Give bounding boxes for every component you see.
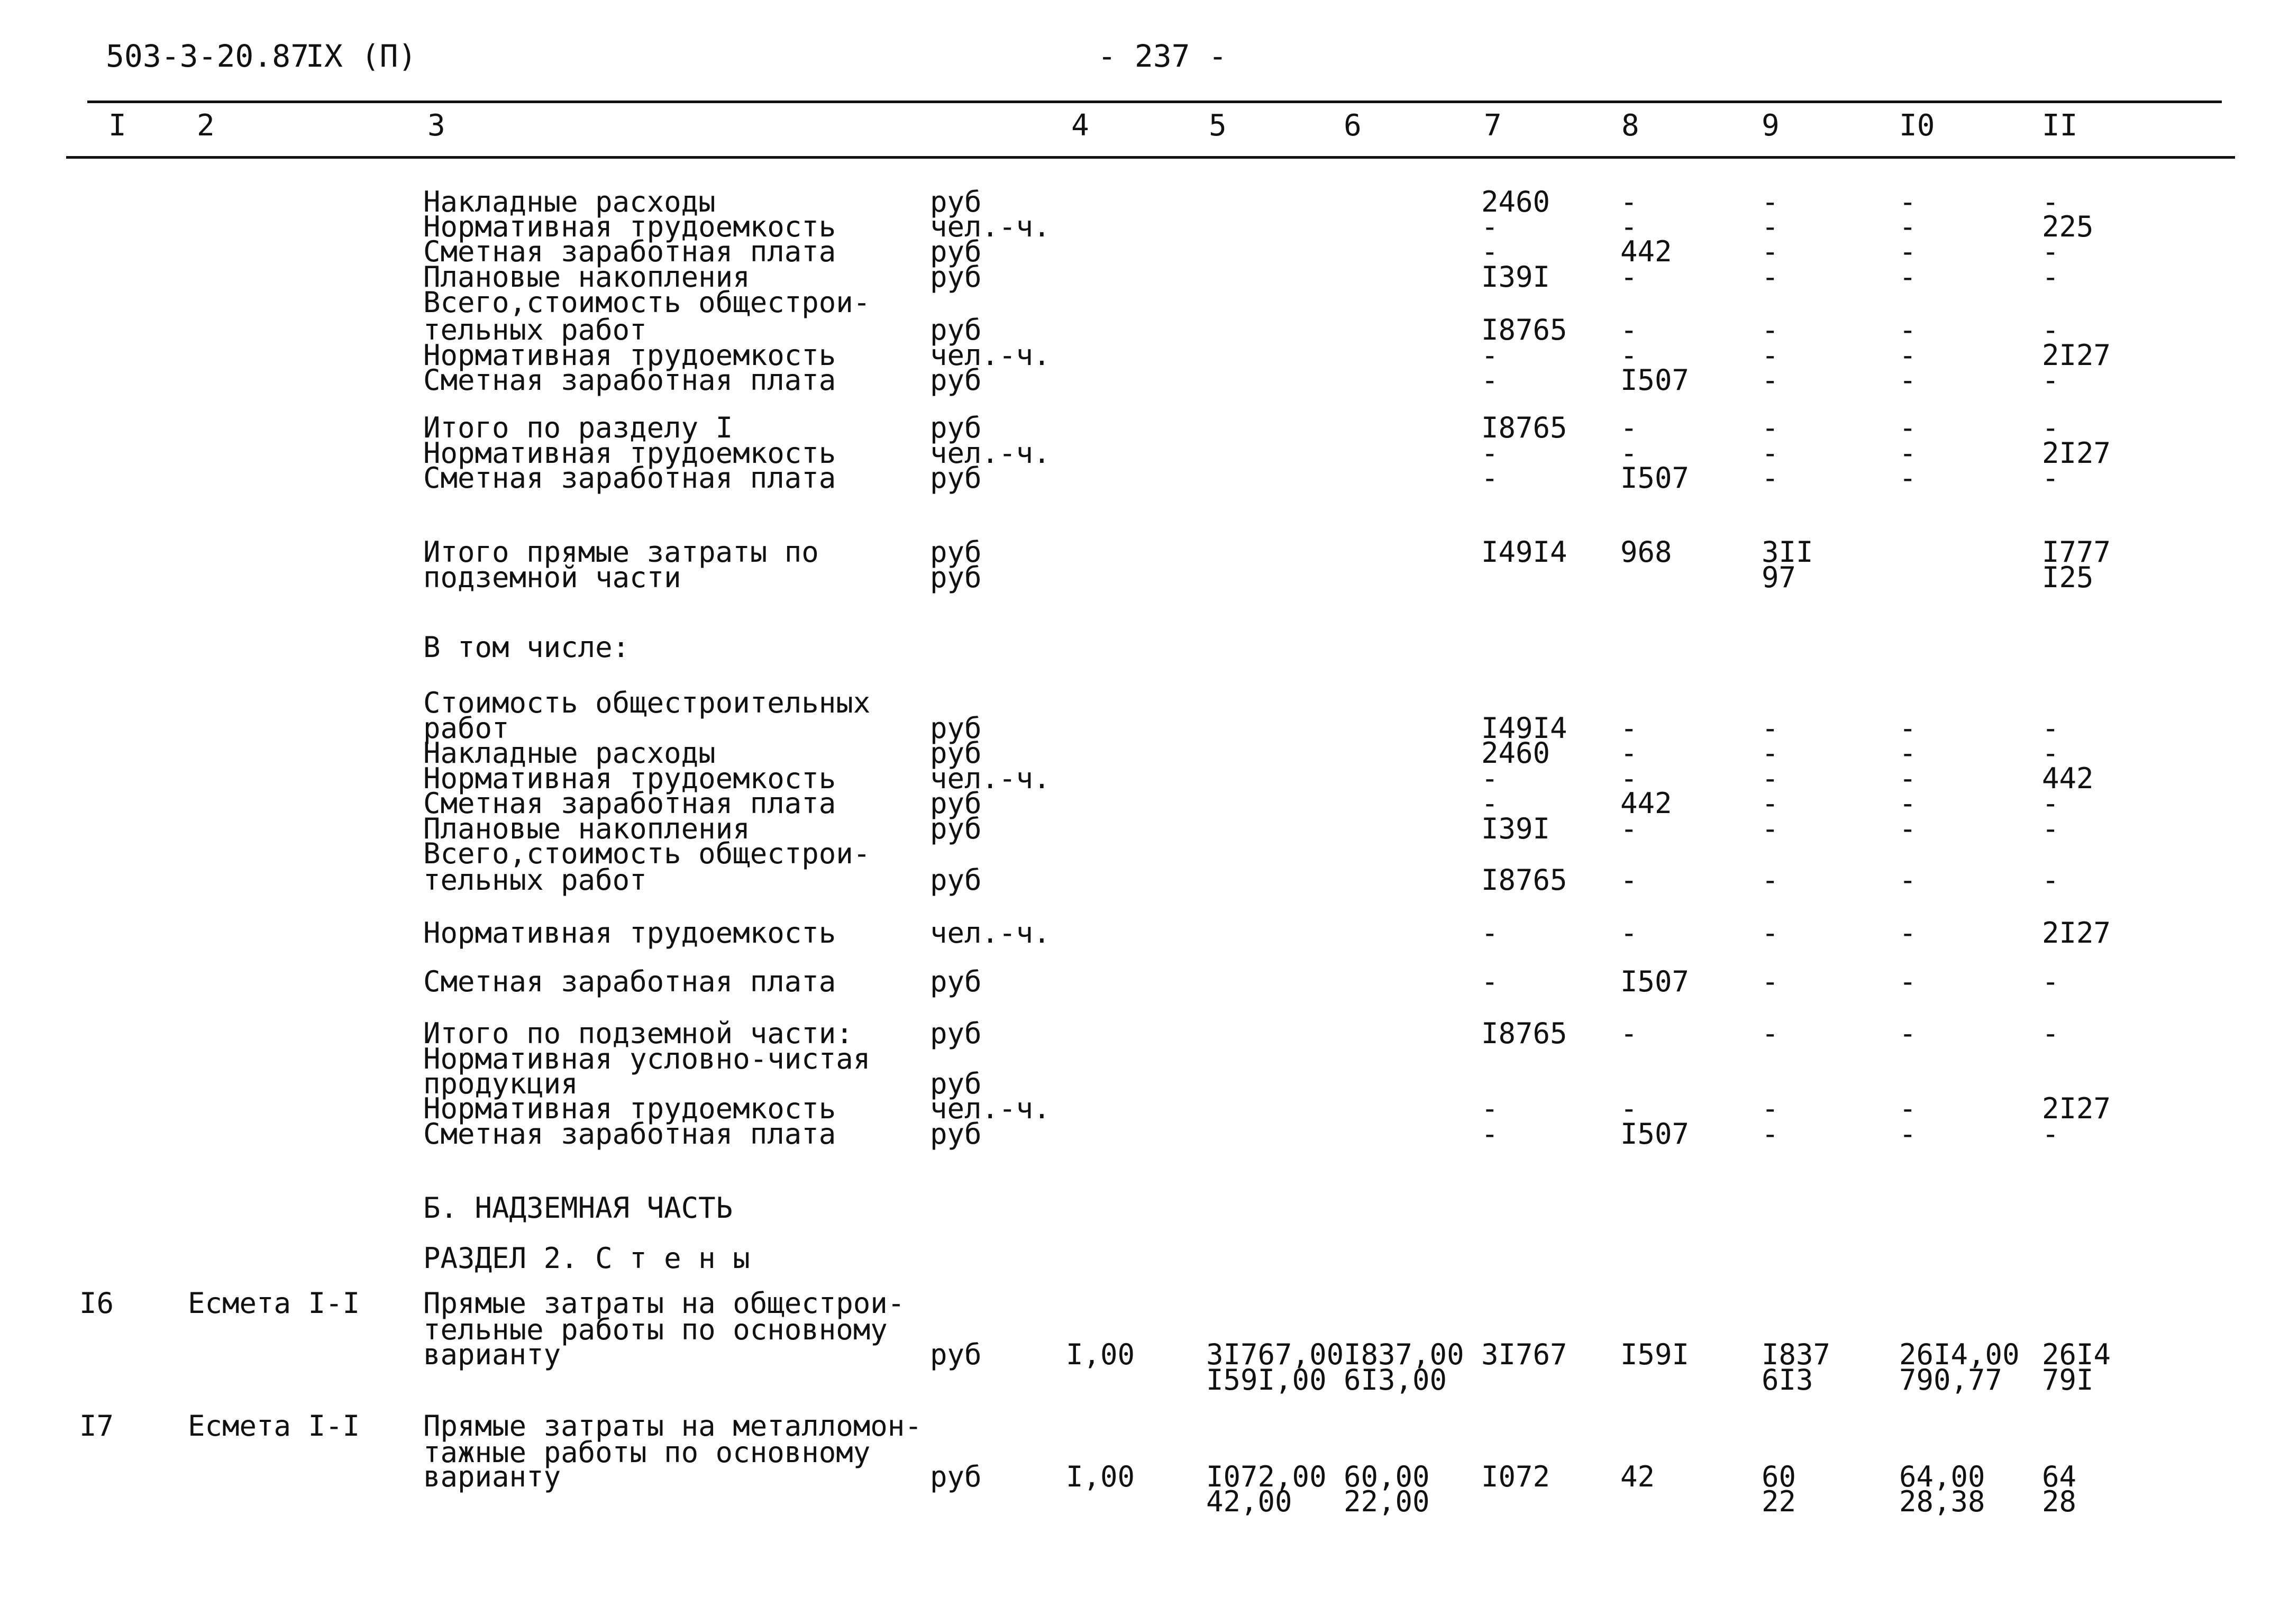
row-unit: руб (930, 736, 982, 770)
col-9-value: - (1762, 363, 1779, 397)
col-8-value: I59I (1620, 1338, 1690, 1371)
col-8-value: - (1620, 916, 1638, 950)
section-code: IX (П) (306, 38, 417, 74)
col-5-value: 3I767,00 (1206, 1338, 1344, 1371)
table-row (0, 1017, 2280, 1050)
col-7-value: I8765 (1481, 411, 1567, 444)
row-description: Итого по подземной части: (423, 1017, 853, 1050)
col-9-value: 22 (1762, 1485, 1796, 1518)
col-10-value: - (1899, 762, 1917, 795)
row-description: В том числе: (423, 631, 630, 664)
col-9-value: - (1762, 736, 1779, 770)
row-unit: чел.-ч. (930, 210, 1051, 243)
row-description: Накладные расходы (423, 185, 716, 218)
table-row (0, 711, 2280, 745)
column-header-2: 2 (197, 108, 215, 143)
col-5-value: 42,00 (1206, 1485, 1292, 1518)
col-7-value: I8765 (1481, 1017, 1567, 1050)
col-9-value: 3II (1762, 535, 1813, 569)
col-5-value: I59I,00 (1206, 1363, 1327, 1397)
document-code: 503-3-20.87 (106, 38, 309, 74)
table-top-rule (87, 101, 2222, 103)
column-header-10: I0 (1899, 108, 1935, 143)
row-unit: руб (930, 1460, 982, 1493)
table-row (0, 436, 2280, 470)
col-7-value: I49I4 (1481, 711, 1567, 745)
col-8-value: - (1620, 185, 1638, 218)
table-row (0, 916, 2280, 950)
row-unit: руб (930, 1117, 982, 1151)
row-description: Стоимость общестроительных (423, 686, 871, 719)
row-unit: руб (930, 313, 982, 346)
page-number: - 237 - (1098, 38, 1227, 74)
row-description: Прямые затраты на металломон- (423, 1409, 922, 1443)
col-4-value: I,00 (1066, 1338, 1135, 1371)
table-row (0, 1092, 2280, 1125)
table-row (0, 185, 2280, 218)
row-description: Нормативная трудоемкость (423, 1092, 836, 1125)
col-10-value: - (1899, 411, 1917, 444)
col-10-value: - (1899, 1017, 1917, 1050)
row-description: Прямые затраты на общестрои- (423, 1287, 905, 1320)
table-row (0, 411, 2280, 444)
col-10-value: - (1899, 1117, 1917, 1151)
column-header-11: II (2042, 108, 2078, 143)
col-7-value: I072 (1481, 1460, 1551, 1493)
row-unit: чел.-ч. (930, 339, 1051, 372)
col-11-value: 442 (2042, 762, 2094, 795)
row-unit: чел.-ч. (930, 1092, 1051, 1125)
col-9-value: - (1762, 461, 1779, 495)
col-7-value: 2460 (1481, 185, 1551, 218)
row-unit: руб (930, 787, 982, 820)
table-row (0, 286, 2280, 319)
col-7-value: I39I (1481, 260, 1551, 294)
col-10-value: - (1899, 965, 1917, 998)
col-11-value: - (2042, 411, 2059, 444)
col-11-value: 26I4 (2042, 1338, 2111, 1371)
col-8-value: 968 (1620, 535, 1672, 569)
col-9-value: 60 (1762, 1460, 1796, 1493)
col-9-value: I837 (1762, 1338, 1831, 1371)
col-11-value: - (2042, 363, 2059, 397)
row-description: тельные работы по основному (423, 1313, 888, 1346)
row-description: варианту (423, 1460, 561, 1493)
col-7-value: - (1481, 363, 1499, 397)
col-10-value: 28,38 (1899, 1485, 1985, 1518)
col-7-value: - (1481, 1117, 1499, 1151)
row-unit: чел.-ч. (930, 436, 1051, 470)
col-11-value: - (2042, 812, 2059, 845)
col-11-value: 225 (2042, 210, 2094, 243)
col-7-value: 2460 (1481, 736, 1551, 770)
row-unit: чел.-ч. (930, 762, 1051, 795)
col-7-value: - (1481, 1092, 1499, 1125)
row-description: Сметная заработная плата (423, 1117, 836, 1151)
row-description: Сметная заработная плата (423, 363, 836, 397)
col-9-value: - (1762, 787, 1779, 820)
row-unit: руб (930, 185, 982, 218)
col-11-value: 2I27 (2042, 339, 2111, 372)
col-8-value: - (1620, 313, 1638, 346)
table-row (0, 339, 2280, 372)
col-10-value: 790,77 (1899, 1363, 2003, 1397)
table-row (0, 1117, 2280, 1151)
col-9-value: - (1762, 1017, 1779, 1050)
row-reference: Есмета I-I (188, 1409, 360, 1443)
table-row (0, 210, 2280, 243)
row-number: I7 (79, 1409, 114, 1443)
col-7-value: 3I767 (1481, 1338, 1567, 1371)
row-number: I6 (79, 1287, 114, 1320)
col-10-value: - (1899, 313, 1917, 346)
table-row (0, 260, 2280, 294)
table-row (0, 1067, 2280, 1100)
table-row (0, 965, 2280, 998)
col-9-value: - (1762, 916, 1779, 950)
col-10-value: - (1899, 461, 1917, 495)
row-description: тельных работ (423, 313, 647, 346)
col-8-value: I507 (1620, 363, 1690, 397)
row-description: Нормативная трудоемкость (423, 436, 836, 470)
row-reference: Есмета I-I (188, 1287, 360, 1320)
col-8-value: - (1620, 436, 1638, 470)
row-description: Накладные расходы (423, 736, 716, 770)
col-9-value: - (1762, 339, 1779, 372)
col-10-value: - (1899, 260, 1917, 294)
col-4-value: I,00 (1066, 1460, 1135, 1493)
col-7-value: - (1481, 235, 1499, 268)
row-description: РАЗДЕЛ 2. С т е н ы (423, 1242, 750, 1275)
col-6-value: I837,00 (1344, 1338, 1464, 1371)
col-11-value: 2I27 (2042, 916, 2111, 950)
table-row (0, 1242, 2280, 1275)
row-description: Итого по разделу I (423, 411, 733, 444)
table-row (0, 313, 2280, 346)
table-row (0, 363, 2280, 397)
table-row (0, 812, 2280, 845)
column-header-9: 9 (1762, 108, 1780, 143)
row-unit: руб (930, 561, 982, 594)
row-unit: руб (930, 1338, 982, 1371)
row-description: Плановые накопления (423, 812, 750, 845)
col-10-value: 64,00 (1899, 1460, 1985, 1493)
col-5-value: I072,00 (1206, 1460, 1327, 1493)
col-11-value: - (2042, 787, 2059, 820)
row-unit: руб (930, 260, 982, 294)
col-8-value: - (1620, 411, 1638, 444)
row-description: Сметная заработная плата (423, 965, 836, 998)
col-9-value: - (1762, 185, 1779, 218)
table-row (0, 1363, 2280, 1397)
row-description: варианту (423, 1338, 561, 1371)
row-unit: руб (930, 461, 982, 495)
col-8-value: - (1620, 863, 1638, 897)
col-11-value: - (2042, 235, 2059, 268)
col-6-value: 22,00 (1344, 1485, 1430, 1518)
col-8-value: I507 (1620, 461, 1690, 495)
col-7-value: - (1481, 787, 1499, 820)
column-header-5: 5 (1209, 108, 1227, 143)
table-row (0, 762, 2280, 795)
col-9-value: - (1762, 313, 1779, 346)
col-7-value: - (1481, 436, 1499, 470)
col-9-value: - (1762, 1117, 1779, 1151)
col-10-value: - (1899, 235, 1917, 268)
col-9-value: - (1762, 965, 1779, 998)
table-row (0, 235, 2280, 268)
row-description: Нормативная условно-чистая (423, 1042, 871, 1075)
col-8-value: - (1620, 762, 1638, 795)
table-row (0, 1287, 2280, 1320)
row-description: Нормативная трудоемкость (423, 916, 836, 950)
col-7-value: I8765 (1481, 863, 1567, 897)
col-9-value: - (1762, 812, 1779, 845)
column-header-4: 4 (1071, 108, 1089, 143)
col-11-value: 2I27 (2042, 436, 2111, 470)
col-8-value: - (1620, 711, 1638, 745)
table-row (0, 1485, 2280, 1518)
table-row (0, 787, 2280, 820)
col-9-value: - (1762, 436, 1779, 470)
col-11-value: I25 (2042, 561, 2094, 594)
row-unit: руб (930, 363, 982, 397)
table-row (0, 1409, 2280, 1443)
row-unit: руб (930, 1017, 982, 1050)
col-9-value: - (1762, 411, 1779, 444)
col-8-value: I507 (1620, 1117, 1690, 1151)
col-10-value: - (1899, 339, 1917, 372)
col-10-value: - (1899, 436, 1917, 470)
column-header-8: 8 (1621, 108, 1639, 143)
col-11-value: - (2042, 1017, 2059, 1050)
row-description: тельных работ (423, 863, 647, 897)
col-11-value: - (2042, 863, 2059, 897)
col-9-value: - (1762, 1092, 1779, 1125)
col-9-value: - (1762, 210, 1779, 243)
col-10-value: - (1899, 812, 1917, 845)
row-description: тажные работы по основному (423, 1436, 871, 1469)
row-unit: руб (930, 535, 982, 569)
col-10-value: - (1899, 863, 1917, 897)
col-11-value: - (2042, 736, 2059, 770)
row-description: подземной части (423, 561, 681, 594)
col-10-value: - (1899, 185, 1917, 218)
col-7-value: I8765 (1481, 313, 1567, 346)
col-10-value: - (1899, 787, 1917, 820)
col-9-value: - (1762, 235, 1779, 268)
column-header-3: 3 (427, 108, 445, 143)
table-row (0, 631, 2280, 664)
col-11-value: I777 (2042, 535, 2111, 569)
table-row (0, 863, 2280, 897)
col-11-value: - (2042, 711, 2059, 745)
row-description: Всего,стоимость общестрои- (423, 837, 871, 870)
col-11-value: - (2042, 185, 2059, 218)
col-7-value: - (1481, 339, 1499, 372)
column-header-6: 6 (1344, 108, 1362, 143)
col-9-value: - (1762, 762, 1779, 795)
row-description: Сметная заработная плата (423, 235, 836, 268)
col-6-value: 60,00 (1344, 1460, 1430, 1493)
row-unit: руб (930, 235, 982, 268)
col-7-value: - (1481, 965, 1499, 998)
col-7-value: - (1481, 461, 1499, 495)
row-description: Всего,стоимость общестрои- (423, 286, 871, 319)
row-unit: руб (930, 411, 982, 444)
col-8-value: - (1620, 210, 1638, 243)
col-8-value: 42 (1620, 1460, 1655, 1493)
col-10-value: - (1899, 210, 1917, 243)
row-description: работ (423, 711, 509, 745)
table-row (0, 535, 2280, 569)
row-unit: руб (930, 812, 982, 845)
col-6-value: 6I3,00 (1344, 1363, 1447, 1397)
table-row (0, 736, 2280, 770)
col-11-value: - (2042, 1117, 2059, 1151)
row-unit: чел.-ч. (930, 916, 1051, 950)
row-description: Нормативная трудоемкость (423, 210, 836, 243)
col-7-value: - (1481, 916, 1499, 950)
table-header-rule (66, 156, 2235, 159)
table-row (0, 461, 2280, 495)
table-row (0, 1191, 2280, 1225)
table-row (0, 837, 2280, 870)
col-8-value: 442 (1620, 235, 1672, 268)
column-header-1: I (108, 108, 126, 143)
row-unit: руб (930, 711, 982, 745)
col-11-value: - (2042, 461, 2059, 495)
col-7-value: I49I4 (1481, 535, 1567, 569)
row-description: Б. НАДЗЕМНАЯ ЧАСТЬ (423, 1191, 733, 1225)
col-9-value: - (1762, 260, 1779, 294)
row-description: Плановые накопления (423, 260, 750, 294)
col-7-value: - (1481, 210, 1499, 243)
row-unit: руб (930, 1067, 982, 1100)
col-8-value: - (1620, 260, 1638, 294)
col-8-value: - (1620, 812, 1638, 845)
col-11-value: 2I27 (2042, 1092, 2111, 1125)
col-10-value: - (1899, 711, 1917, 745)
table-row (0, 561, 2280, 594)
col-10-value: - (1899, 363, 1917, 397)
col-8-value: - (1620, 1092, 1638, 1125)
col-11-value: 79I (2042, 1363, 2094, 1397)
col-11-value: - (2042, 260, 2059, 294)
col-11-value: - (2042, 313, 2059, 346)
col-8-value: I507 (1620, 965, 1690, 998)
col-10-value: 26I4,00 (1899, 1338, 2020, 1371)
col-11-value: - (2042, 965, 2059, 998)
row-description: Сметная заработная плата (423, 787, 836, 820)
row-unit: руб (930, 965, 982, 998)
row-description: Итого прямые затраты по (423, 535, 819, 569)
column-header-7: 7 (1484, 108, 1502, 143)
row-description: Нормативная трудоемкость (423, 762, 836, 795)
col-7-value: I39I (1481, 812, 1551, 845)
col-11-value: 64 (2042, 1460, 2077, 1493)
col-11-value: 28 (2042, 1485, 2077, 1518)
row-description: Нормативная трудоемкость (423, 339, 836, 372)
table-row (0, 1042, 2280, 1075)
col-10-value: - (1899, 916, 1917, 950)
col-9-value: - (1762, 711, 1779, 745)
col-10-value: - (1899, 1092, 1917, 1125)
col-9-value: 6I3 (1762, 1363, 1813, 1397)
row-description: продукция (423, 1067, 578, 1100)
table-row (0, 686, 2280, 719)
col-9-value: 97 (1762, 561, 1796, 594)
col-10-value: - (1899, 736, 1917, 770)
row-description: Сметная заработная плата (423, 461, 836, 495)
col-7-value: - (1481, 762, 1499, 795)
col-9-value: - (1762, 863, 1779, 897)
col-8-value: - (1620, 736, 1638, 770)
col-8-value: - (1620, 1017, 1638, 1050)
col-8-value: 442 (1620, 787, 1672, 820)
col-8-value: - (1620, 339, 1638, 372)
row-unit: руб (930, 863, 982, 897)
